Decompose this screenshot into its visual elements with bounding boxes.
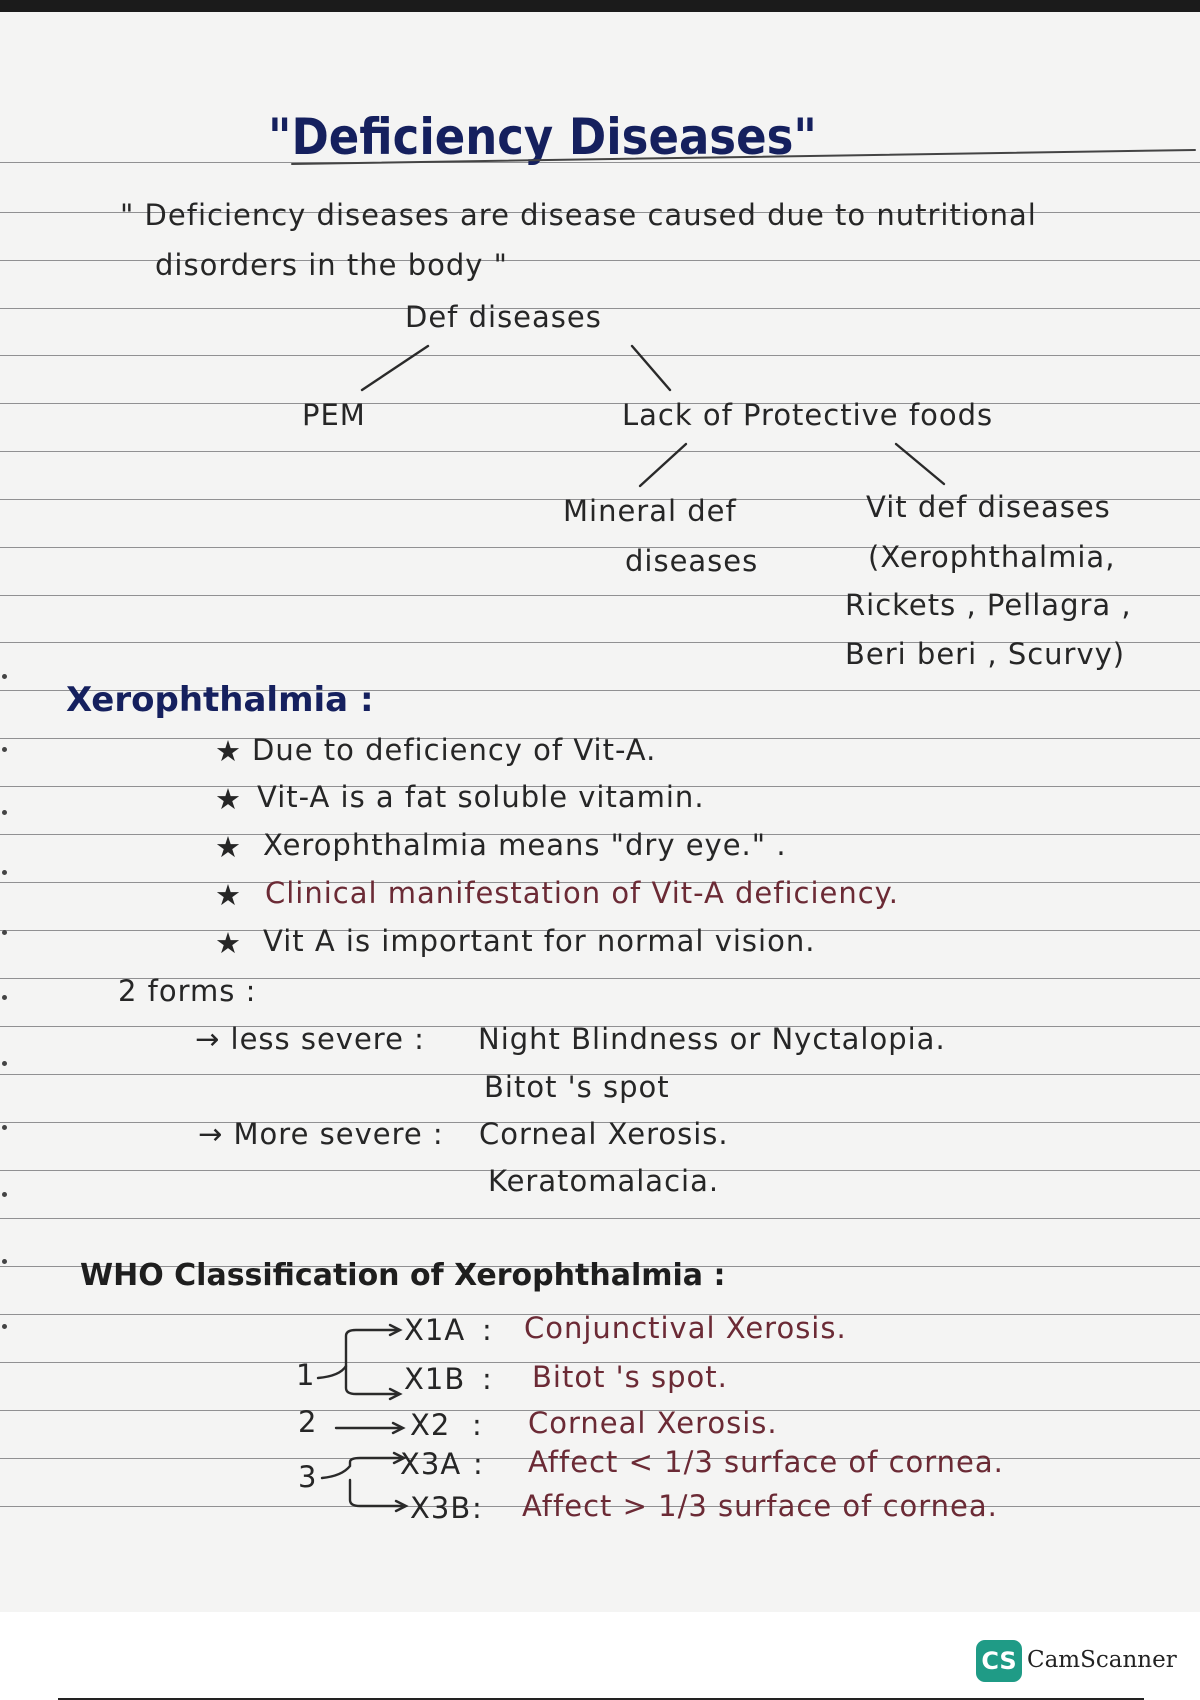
definition-line-2: disorders in the body " — [155, 248, 508, 282]
who-colon: : — [482, 1362, 493, 1396]
who-code-x3b: X3B — [410, 1491, 472, 1525]
less-severe-item-2: Bitot 's spot — [484, 1070, 670, 1104]
more-severe-item-2: Keratomalacia. — [488, 1164, 720, 1198]
title-underline — [292, 150, 1195, 164]
less-severe-label: → less severe : — [195, 1022, 425, 1056]
tree-root: Def diseases — [405, 300, 602, 334]
who-group-2: 2 — [298, 1405, 318, 1439]
bullet-star-icon: ★ — [215, 734, 242, 768]
tree-node-pem: PEM — [302, 398, 366, 432]
who-colon: : — [472, 1491, 483, 1525]
page-title: "Deficiency Diseases" — [268, 108, 817, 166]
who-desc-x2: Corneal Xerosis. — [528, 1406, 778, 1440]
who-desc-x3b: Affect > 1/3 surface of cornea. — [522, 1489, 998, 1523]
bullet-1: Due to deficiency of Vit-A. — [252, 733, 657, 767]
who-group-1: 1 — [296, 1358, 316, 1392]
who-code-x1a: X1A — [404, 1313, 466, 1347]
more-severe-item-1: Corneal Xerosis. — [479, 1117, 729, 1151]
who-colon: : — [473, 1447, 484, 1481]
tree-node-vit-line4: Beri beri , Scurvy) — [845, 637, 1126, 671]
who-code-x2: X2 — [410, 1408, 451, 1442]
bullet-star-icon: ★ — [215, 782, 242, 816]
bullet-star-icon: ★ — [215, 926, 242, 960]
bullet-5: Vit A is important for normal vision. — [263, 924, 816, 958]
who-colon: : — [472, 1408, 483, 1442]
tree-node-vit-line2: (Xerophthalmia, — [868, 540, 1116, 574]
who-heading: WHO Classification of Xerophthalmia : — [80, 1258, 726, 1293]
tree-branch-mineral — [640, 444, 686, 486]
who-code-x3a: X3A — [400, 1447, 462, 1481]
tree-node-mineral-line1: Mineral def — [563, 494, 737, 528]
less-severe-item-1: Night Blindness or Nyctalopia. — [478, 1022, 946, 1056]
xerophthalmia-heading: Xerophthalmia : — [66, 680, 374, 720]
camscanner-logo: CS — [976, 1640, 1022, 1682]
forms-label: 2 forms : — [118, 974, 257, 1008]
who-code-x1b: X1B — [404, 1362, 466, 1396]
camscanner-watermark: CamScanner — [1027, 1647, 1177, 1673]
who-desc-x3a: Affect < 1/3 surface of cornea. — [528, 1445, 1004, 1479]
bullet-2: Vit-A is a fat soluble vitamin. — [257, 780, 705, 814]
tree-node-vit-line3: Rickets , Pellagra , — [845, 588, 1132, 622]
bullet-star-icon: ★ — [215, 830, 242, 864]
who-group-3: 3 — [298, 1460, 318, 1494]
who-colon: : — [482, 1313, 493, 1347]
definition-line-1: " Deficiency diseases are disease caused due to nutritional — [120, 198, 1037, 232]
more-severe-label: → More severe : — [198, 1117, 444, 1151]
tree-branch-left — [362, 346, 428, 390]
who-desc-x1b: Bitot 's spot. — [532, 1360, 728, 1394]
who-bracket-1 — [318, 1330, 398, 1378]
tree-branch-vit — [896, 444, 944, 484]
who-desc-x1a: Conjunctival Xerosis. — [524, 1311, 847, 1345]
bullet-star-icon: ★ — [215, 878, 242, 912]
bullet-4: Clinical manifestation of Vit-A deficiency. — [265, 876, 899, 910]
tree-node-mineral-line2: diseases — [625, 544, 759, 578]
bullet-3: Xerophthalmia means "dry eye." . — [263, 828, 787, 862]
tree-node-vit-line1: Vit def diseases — [866, 490, 1111, 524]
who-bracket-3 — [322, 1458, 402, 1478]
tree-branch-right — [632, 346, 670, 390]
tree-node-protective-foods: Lack of Protective foods — [622, 398, 994, 432]
